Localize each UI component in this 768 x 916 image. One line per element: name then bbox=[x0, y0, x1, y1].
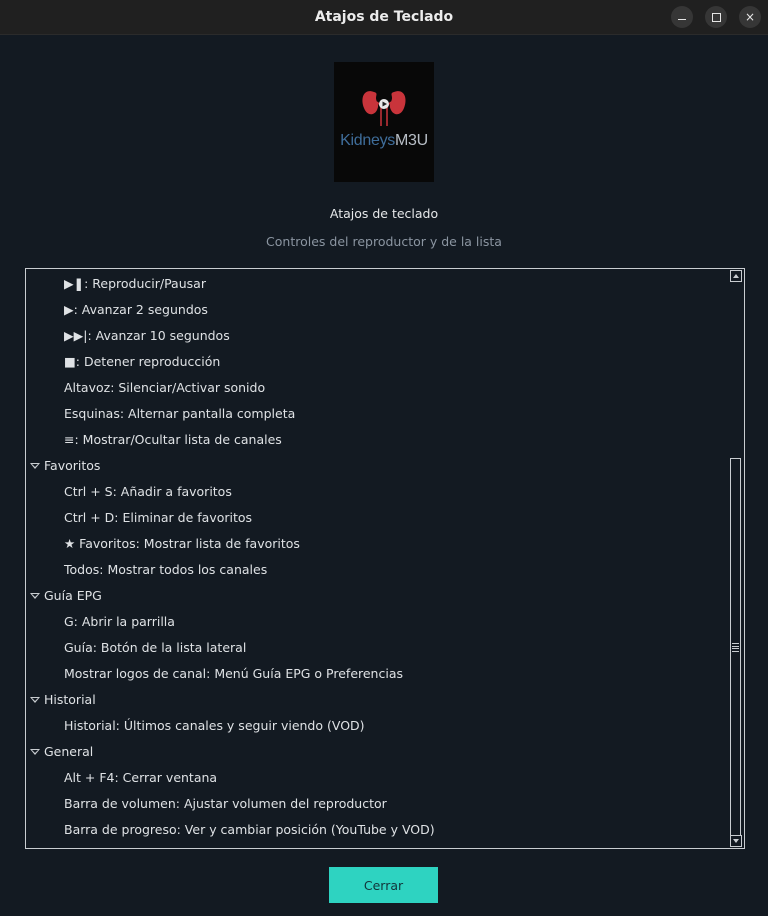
expand-caret-icon[interactable] bbox=[30, 463, 40, 469]
tree-category[interactable] bbox=[26, 453, 730, 479]
tree-item[interactable] bbox=[26, 635, 730, 661]
shortcuts-list bbox=[26, 271, 730, 843]
app-logo bbox=[334, 62, 434, 182]
scroll-down-icon[interactable] bbox=[730, 835, 742, 847]
shortcut-label: ≡: Mostrar/Ocultar lista de canales bbox=[64, 432, 282, 447]
logo-text-m3u: M3U bbox=[394, 132, 428, 149]
tree-item[interactable] bbox=[26, 791, 730, 817]
shortcut-label: Alt + F4: Cerrar ventana bbox=[64, 770, 218, 785]
close-window-button[interactable] bbox=[739, 6, 761, 28]
tree-item[interactable] bbox=[26, 375, 730, 401]
kidneys-play-icon bbox=[334, 62, 434, 132]
vertical-scrollbar[interactable] bbox=[729, 269, 743, 848]
tree-category[interactable] bbox=[26, 687, 730, 713]
close-button[interactable]: Cerrar bbox=[329, 867, 438, 903]
shortcut-label: Ctrl + S: Añadir a favoritos bbox=[64, 484, 232, 499]
shortcut-label: Todos: Mostrar todos los canales bbox=[64, 562, 268, 577]
shortcut-label: Barra de progreso: Ver y cambiar posición (YouTube y VOD) bbox=[64, 822, 435, 837]
logo-wordmark bbox=[334, 132, 434, 150]
tree-item[interactable] bbox=[26, 427, 730, 453]
category-label: Favoritos bbox=[44, 458, 101, 473]
shortcuts-tree[interactable] bbox=[25, 268, 745, 849]
shortcut-label: ▶: Avanzar 2 segundos bbox=[64, 302, 208, 317]
scrollbar-thumb[interactable] bbox=[730, 458, 741, 836]
tree-item[interactable] bbox=[26, 271, 730, 297]
tree-item[interactable] bbox=[26, 817, 730, 843]
shortcut-label: Historial: Últimos canales y seguir viendo (VOD) bbox=[64, 718, 365, 733]
category-label: Historial bbox=[44, 692, 96, 707]
shortcut-label: Ctrl + D: Eliminar de favoritos bbox=[64, 510, 253, 525]
shortcut-label: ■: Detener reproducción bbox=[64, 354, 221, 369]
tree-category[interactable] bbox=[26, 583, 730, 609]
shortcut-label: Barra de volumen: Ajustar volumen del reproductor bbox=[64, 796, 387, 811]
page-heading: Atajos de teclado bbox=[329, 206, 439, 221]
shortcut-label: G: Abrir la parrilla bbox=[64, 614, 175, 629]
maximize-icon bbox=[712, 13, 721, 22]
shortcut-label: Guía: Botón de la lista lateral bbox=[64, 640, 247, 655]
tree-item[interactable] bbox=[26, 401, 730, 427]
category-label: Guía EPG bbox=[44, 588, 102, 603]
category-label: General bbox=[44, 744, 94, 759]
scroll-up-icon[interactable] bbox=[730, 270, 742, 282]
tree-item[interactable] bbox=[26, 661, 730, 687]
expand-caret-icon[interactable] bbox=[30, 749, 40, 755]
shortcut-label: Altavoz: Silenciar/Activar sonido bbox=[64, 380, 266, 395]
tree-item[interactable] bbox=[26, 713, 730, 739]
shortcut-label: ▶▶|: Avanzar 10 segundos bbox=[64, 328, 230, 343]
close-icon: × bbox=[744, 10, 756, 24]
maximize-button[interactable] bbox=[705, 6, 727, 28]
window-title: Atajos de Teclado bbox=[314, 9, 454, 25]
expand-caret-icon[interactable] bbox=[30, 697, 40, 703]
shortcut-label: ★ Favoritos: Mostrar lista de favoritos bbox=[64, 536, 300, 551]
expand-caret-icon[interactable] bbox=[30, 593, 40, 599]
tree-item[interactable] bbox=[26, 505, 730, 531]
shortcut-label: Esquinas: Alternar pantalla completa bbox=[64, 406, 296, 421]
tree-item[interactable] bbox=[26, 349, 730, 375]
tree-item[interactable] bbox=[26, 531, 730, 557]
tree-item[interactable] bbox=[26, 323, 730, 349]
tree-item[interactable] bbox=[26, 609, 730, 635]
tree-category[interactable] bbox=[26, 739, 730, 765]
tree-item[interactable] bbox=[26, 297, 730, 323]
shortcut-label: ▶❚: Reproducir/Pausar bbox=[64, 276, 206, 291]
minimize-button[interactable] bbox=[671, 6, 693, 28]
tree-item[interactable] bbox=[26, 765, 730, 791]
minimize-icon bbox=[678, 19, 686, 21]
tree-item[interactable] bbox=[26, 479, 730, 505]
tree-item[interactable] bbox=[26, 557, 730, 583]
grip-icon bbox=[732, 643, 739, 652]
page-subheading: Controles del reproductor y de la lista bbox=[266, 234, 502, 249]
logo-text-kidneys: Kidneys bbox=[340, 132, 395, 149]
shortcut-label: Mostrar logos de canal: Menú Guía EPG o Preferencias bbox=[64, 666, 404, 681]
title-bar bbox=[0, 0, 768, 35]
